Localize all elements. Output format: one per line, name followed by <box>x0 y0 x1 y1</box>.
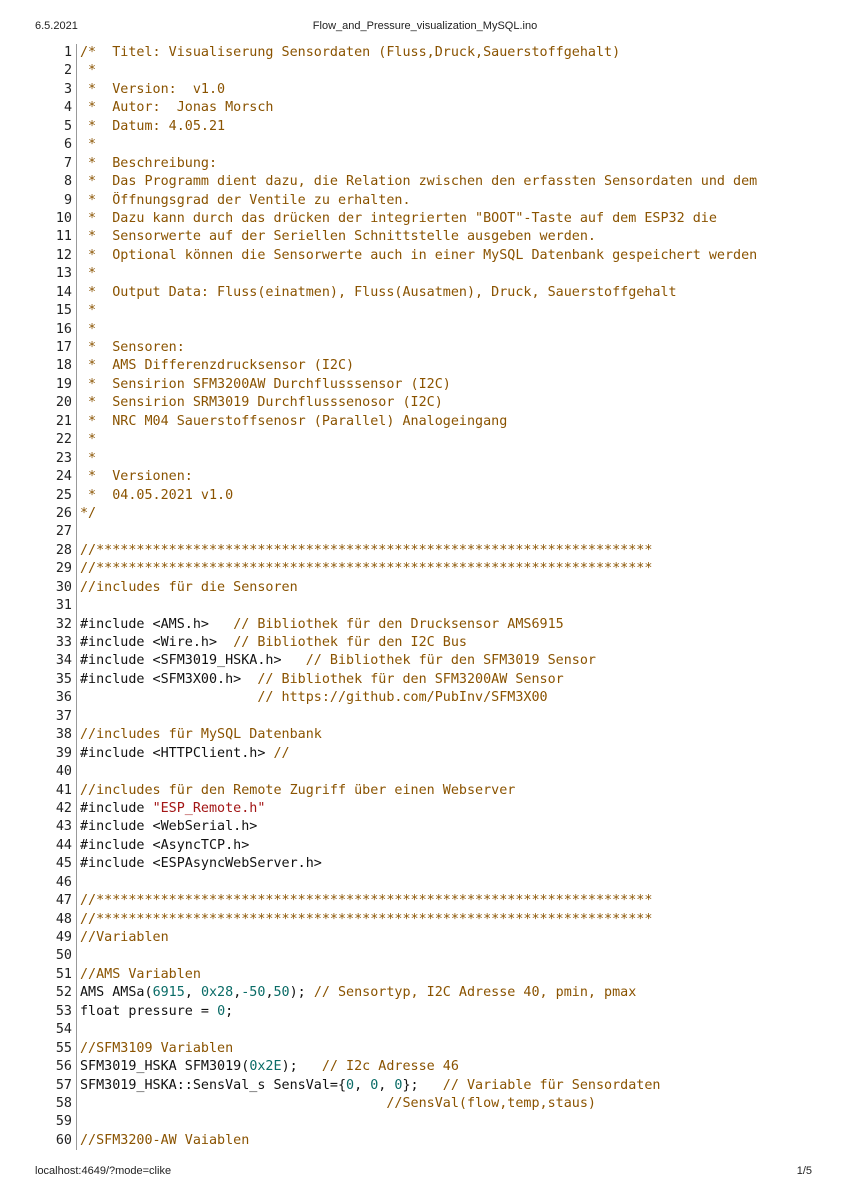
line-code <box>77 136 96 154</box>
code-line <box>40 265 820 283</box>
code-line <box>40 99 820 117</box>
line-code <box>77 579 298 597</box>
code-line <box>40 911 820 929</box>
code-comment: * NRC M04 Sauerstoffsenosr (Parallel) Analogeingang <box>80 413 508 429</box>
code-number: 0x2E <box>249 1059 282 1075</box>
code-comment: * 04.05.2021 v1.0 <box>80 487 234 503</box>
code-line <box>40 874 820 892</box>
line-code <box>77 302 96 320</box>
line-number: 12 <box>40 247 77 265</box>
code-comment: // Bibliothek für den Drucksensor AMS6915 <box>233 616 564 632</box>
line-code <box>77 966 201 984</box>
code-line <box>40 81 820 99</box>
line-number: 40 <box>40 763 77 781</box>
line-code <box>77 265 96 283</box>
line-number: 25 <box>40 487 77 505</box>
code-line <box>40 1113 820 1131</box>
code-comment: //********************************************************************* <box>80 911 653 927</box>
code-text: #include <ESPAsyncWebServer.h> <box>80 856 322 872</box>
code-line <box>40 652 820 670</box>
page-url: localhost:4649/?mode=clike <box>35 1165 172 1177</box>
line-code <box>77 487 233 505</box>
line-number: 57 <box>40 1077 77 1095</box>
code-comment: //********************************************************************* <box>80 893 653 909</box>
code-line <box>40 616 820 634</box>
code-comment: // Bibliothek für den I2C Bus <box>233 635 467 650</box>
code-comment: // Bibliothek für den SFM3200AW Sensor <box>257 671 564 687</box>
line-code <box>77 800 265 818</box>
code-comment: * Version: v1.0 <box>80 81 226 97</box>
line-number: 37 <box>40 708 77 726</box>
line-number: 44 <box>40 837 77 855</box>
code-line <box>40 1058 820 1076</box>
code-comment: //AMS Variablen <box>80 966 201 982</box>
line-number: 31 <box>40 597 77 615</box>
code-listing <box>40 44 820 1150</box>
line-number: 17 <box>40 339 77 357</box>
code-line <box>40 708 820 726</box>
code-line <box>40 1021 820 1039</box>
line-code <box>77 394 443 412</box>
line-number: 55 <box>40 1040 77 1058</box>
line-number: 14 <box>40 284 77 302</box>
line-number: 11 <box>40 228 77 246</box>
line-number: 35 <box>40 671 77 689</box>
code-comment: * Output Data: Fluss(einatmen), Fluss(Ausatmen), Druck, Sauerstoffgehalt <box>80 284 677 300</box>
line-code <box>77 431 96 449</box>
line-code <box>77 911 652 929</box>
line-number: 51 <box>40 966 77 984</box>
code-line <box>40 431 820 449</box>
code-comment: * Dazu kann durch das drücken der integrierten "BOOT"-Taste auf dem ESP32 die <box>80 210 717 226</box>
line-code <box>77 99 273 117</box>
code-line <box>40 763 820 781</box>
line-number: 21 <box>40 413 77 431</box>
code-line <box>40 560 820 578</box>
line-number: 2 <box>40 62 77 80</box>
code-comment: // Variable für Sensordaten <box>442 1077 661 1093</box>
code-line <box>40 542 820 560</box>
line-code <box>77 837 249 855</box>
code-line <box>40 579 820 597</box>
line-code <box>77 984 636 1002</box>
line-code <box>77 173 757 191</box>
code-comment: * Sensirion SRM3019 Durchflusssenosor (I2C) <box>80 395 443 411</box>
line-code <box>77 228 596 246</box>
code-comment: // I2c Adresse 46 <box>321 1059 459 1075</box>
code-line <box>40 634 820 652</box>
line-number: 33 <box>40 634 77 652</box>
code-text: #include <AMS.h> <box>80 616 234 632</box>
line-code <box>77 1003 233 1021</box>
line-number: 41 <box>40 782 77 800</box>
line-number: 28 <box>40 542 77 560</box>
line-code <box>77 616 564 634</box>
line-number: 46 <box>40 874 77 892</box>
code-text: }; <box>402 1077 443 1093</box>
code-comment: //SFM3200-AW Vaiablen <box>80 1132 250 1148</box>
line-code <box>77 855 322 873</box>
code-number: 0 <box>217 1003 226 1019</box>
code-comment: * Autor: Jonas Morsch <box>80 100 274 116</box>
code-line <box>40 1003 820 1021</box>
code-comment: * <box>80 432 97 448</box>
line-code <box>77 210 717 228</box>
line-number: 16 <box>40 321 77 339</box>
code-text: #include <box>80 800 153 816</box>
line-number: 34 <box>40 652 77 670</box>
code-text: #include <SFM3X00.h> <box>80 671 258 687</box>
code-text: #include <Wire.h> <box>80 635 234 650</box>
code-comment: //includes für den Remote Zugriff über einen Webserver <box>80 782 516 798</box>
code-comment: * <box>80 63 97 79</box>
code-line <box>40 450 820 468</box>
code-number: 0 <box>346 1077 355 1093</box>
line-number: 5 <box>40 118 77 136</box>
code-line <box>40 44 820 62</box>
code-comment: * Das Programm dient dazu, die Relation zwischen den erfassten Sensordaten und dem <box>80 174 758 190</box>
code-comment: * Öffnungsgrad der Ventile zu erhalten. <box>80 192 411 208</box>
line-code <box>77 947 80 965</box>
line-number: 38 <box>40 726 77 744</box>
line-code <box>77 542 652 560</box>
line-code <box>77 321 96 339</box>
code-line <box>40 136 820 154</box>
code-line <box>40 321 820 339</box>
code-comment: //Variablen <box>80 930 169 945</box>
line-code <box>77 782 515 800</box>
line-code <box>77 634 467 652</box>
code-line <box>40 413 820 431</box>
code-text: , <box>378 1077 395 1093</box>
line-code <box>77 745 290 763</box>
line-code <box>77 505 96 523</box>
line-number: 56 <box>40 1058 77 1076</box>
code-line <box>40 929 820 947</box>
line-code <box>77 1058 459 1076</box>
code-line <box>40 247 820 265</box>
line-code <box>77 560 652 578</box>
line-number: 49 <box>40 929 77 947</box>
code-comment: // <box>273 745 290 761</box>
line-code <box>77 818 257 836</box>
code-text: float pressure = <box>80 1003 218 1019</box>
code-text: , <box>265 985 274 1001</box>
line-code <box>77 1095 596 1113</box>
code-comment: //includes für MySQL Datenbank <box>80 727 322 743</box>
code-comment: //includes für die Sensoren <box>80 579 298 595</box>
code-comment: * Sensirion SFM3200AW Durchflusssensor (I2C) <box>80 376 451 392</box>
line-code <box>77 1113 80 1131</box>
line-code <box>77 62 96 80</box>
line-code <box>77 118 225 136</box>
code-comment: * Sensorwerte auf der Seriellen Schnittstelle ausgeben werden. <box>80 229 596 245</box>
code-line <box>40 487 820 505</box>
code-line <box>40 947 820 965</box>
code-line <box>40 892 820 910</box>
line-code <box>77 523 80 541</box>
line-number: 26 <box>40 505 77 523</box>
line-code <box>77 357 354 375</box>
code-line <box>40 1040 820 1058</box>
code-line <box>40 800 820 818</box>
code-text: #include <WebSerial.h> <box>80 819 258 835</box>
code-number: 50 <box>273 985 290 1001</box>
line-number: 3 <box>40 81 77 99</box>
line-number: 45 <box>40 855 77 873</box>
code-number: -50 <box>241 985 266 1001</box>
code-text: ; <box>225 1003 234 1019</box>
code-comment: // https://github.com/PubInv/SFM3X00 <box>257 690 548 706</box>
line-number: 13 <box>40 265 77 283</box>
line-number: 6 <box>40 136 77 154</box>
code-text: , <box>233 985 242 1001</box>
code-string: "ESP_Remote.h" <box>152 800 266 816</box>
code-text: , <box>184 985 201 1001</box>
line-number: 48 <box>40 911 77 929</box>
code-number: 0 <box>370 1077 379 1093</box>
line-code <box>77 763 80 781</box>
code-text: SFM3019_HSKA::SensVal_s SensVal={ <box>80 1077 347 1093</box>
line-code <box>77 450 96 468</box>
line-code <box>77 1021 80 1039</box>
code-line <box>40 284 820 302</box>
code-line <box>40 302 820 320</box>
line-code <box>77 726 322 744</box>
code-comment: * <box>80 450 97 466</box>
line-number: 24 <box>40 468 77 486</box>
code-text: #include <AsyncTCP.h> <box>80 837 250 853</box>
line-number: 60 <box>40 1132 77 1150</box>
line-code <box>77 1077 660 1095</box>
line-code <box>77 44 620 62</box>
code-text: , <box>354 1077 371 1093</box>
code-line <box>40 689 820 707</box>
code-line <box>40 726 820 744</box>
code-comment: * Sensoren: <box>80 340 185 355</box>
code-line <box>40 394 820 412</box>
line-number: 52 <box>40 984 77 1002</box>
code-line <box>40 523 820 541</box>
line-code <box>77 81 225 99</box>
line-number: 43 <box>40 818 77 836</box>
line-code <box>77 708 80 726</box>
code-line <box>40 966 820 984</box>
code-number: 0 <box>394 1077 403 1093</box>
code-line <box>40 339 820 357</box>
line-code <box>77 468 193 486</box>
document-title: Flow_and_Pressure_visualization_MySQL.ino <box>312 20 538 32</box>
code-line <box>40 376 820 394</box>
code-comment: * <box>80 303 97 319</box>
line-code <box>77 247 757 265</box>
code-comment: * Beschreibung: <box>80 155 218 171</box>
code-line <box>40 671 820 689</box>
line-number: 30 <box>40 579 77 597</box>
code-line <box>40 228 820 246</box>
code-text: ); <box>281 1059 322 1075</box>
code-comment: * <box>80 137 97 153</box>
line-number: 7 <box>40 155 77 173</box>
code-line <box>40 782 820 800</box>
line-number: 18 <box>40 357 77 375</box>
line-code <box>77 192 411 210</box>
line-number: 1 <box>40 44 77 62</box>
print-date: 6.5.2021 <box>35 20 78 32</box>
code-comment: */ <box>80 505 97 521</box>
code-comment: * AMS Differenzdrucksensor (I2C) <box>80 358 355 374</box>
page-number: 1/5 <box>796 1165 812 1177</box>
line-number: 29 <box>40 560 77 578</box>
line-number: 10 <box>40 210 77 228</box>
line-number: 32 <box>40 616 77 634</box>
line-number: 19 <box>40 376 77 394</box>
line-number: 4 <box>40 99 77 117</box>
line-code <box>77 874 80 892</box>
code-line <box>40 984 820 1002</box>
line-number: 42 <box>40 800 77 818</box>
code-comment: /* Titel: Visualiserung Sensordaten (Fluss,Druck,Sauerstoffgehalt) <box>80 45 621 60</box>
code-line <box>40 505 820 523</box>
code-text: AMS AMSa( <box>80 985 153 1001</box>
line-number: 20 <box>40 394 77 412</box>
line-code <box>77 284 677 302</box>
code-comment: // Sensortyp, I2C Adresse 40, pmin, pmax <box>313 985 637 1001</box>
code-line <box>40 192 820 210</box>
line-number: 23 <box>40 450 77 468</box>
code-comment: //********************************************************************* <box>80 561 653 577</box>
code-text: ); <box>289 985 314 1001</box>
code-line <box>40 855 820 873</box>
line-number: 36 <box>40 689 77 707</box>
code-comment: // Bibliothek für den SFM3019 Sensor <box>305 653 596 669</box>
code-comment: * Optional können die Sensorwerte auch in einer MySQL Datenbank gespeichert werden <box>80 247 758 263</box>
line-number: 8 <box>40 173 77 191</box>
line-code <box>77 892 652 910</box>
code-line <box>40 1077 820 1095</box>
code-line <box>40 1132 820 1150</box>
line-code <box>77 155 217 173</box>
code-comment: * Datum: 4.05.21 <box>80 118 226 134</box>
code-line <box>40 357 820 375</box>
line-number: 58 <box>40 1095 77 1113</box>
line-number: 22 <box>40 431 77 449</box>
line-code <box>77 339 185 357</box>
code-line <box>40 173 820 191</box>
code-line <box>40 597 820 615</box>
code-line <box>40 118 820 136</box>
line-number: 59 <box>40 1113 77 1131</box>
code-line <box>40 1095 820 1113</box>
code-text: #include <SFM3019_HSKA.h> <box>80 653 306 669</box>
line-number: 15 <box>40 302 77 320</box>
line-number: 9 <box>40 192 77 210</box>
line-code <box>77 652 596 670</box>
line-number: 54 <box>40 1021 77 1039</box>
line-code <box>77 929 169 947</box>
code-line <box>40 818 820 836</box>
line-number: 27 <box>40 523 77 541</box>
line-code <box>77 689 548 707</box>
line-code <box>77 1132 249 1150</box>
code-text: #include <HTTPClient.h> <box>80 745 274 761</box>
code-comment: //SensVal(flow,temp,staus) <box>386 1095 596 1111</box>
code-text: SFM3019_HSKA SFM3019( <box>80 1059 250 1075</box>
line-code <box>77 376 451 394</box>
line-number: 47 <box>40 892 77 910</box>
code-line <box>40 62 820 80</box>
code-comment: //********************************************************************* <box>80 542 653 558</box>
line-number: 39 <box>40 745 77 763</box>
code-comment: * Versionen: <box>80 469 193 485</box>
code-number: 6915 <box>152 985 185 1001</box>
code-comment: * <box>80 321 97 337</box>
code-comment: //SFM3109 Variablen <box>80 1040 234 1056</box>
code-line <box>40 155 820 173</box>
line-code <box>77 1040 233 1058</box>
code-number: 0x28 <box>200 985 234 1001</box>
code-comment: * <box>80 266 97 282</box>
code-line <box>40 837 820 855</box>
line-number: 50 <box>40 947 77 965</box>
code-line <box>40 468 820 486</box>
code-line <box>40 745 820 763</box>
line-code <box>77 671 564 689</box>
line-number: 53 <box>40 1003 77 1021</box>
line-code <box>77 597 80 615</box>
code-text <box>80 1096 386 1111</box>
line-code <box>77 413 507 431</box>
code-text <box>80 690 257 705</box>
code-line <box>40 210 820 228</box>
